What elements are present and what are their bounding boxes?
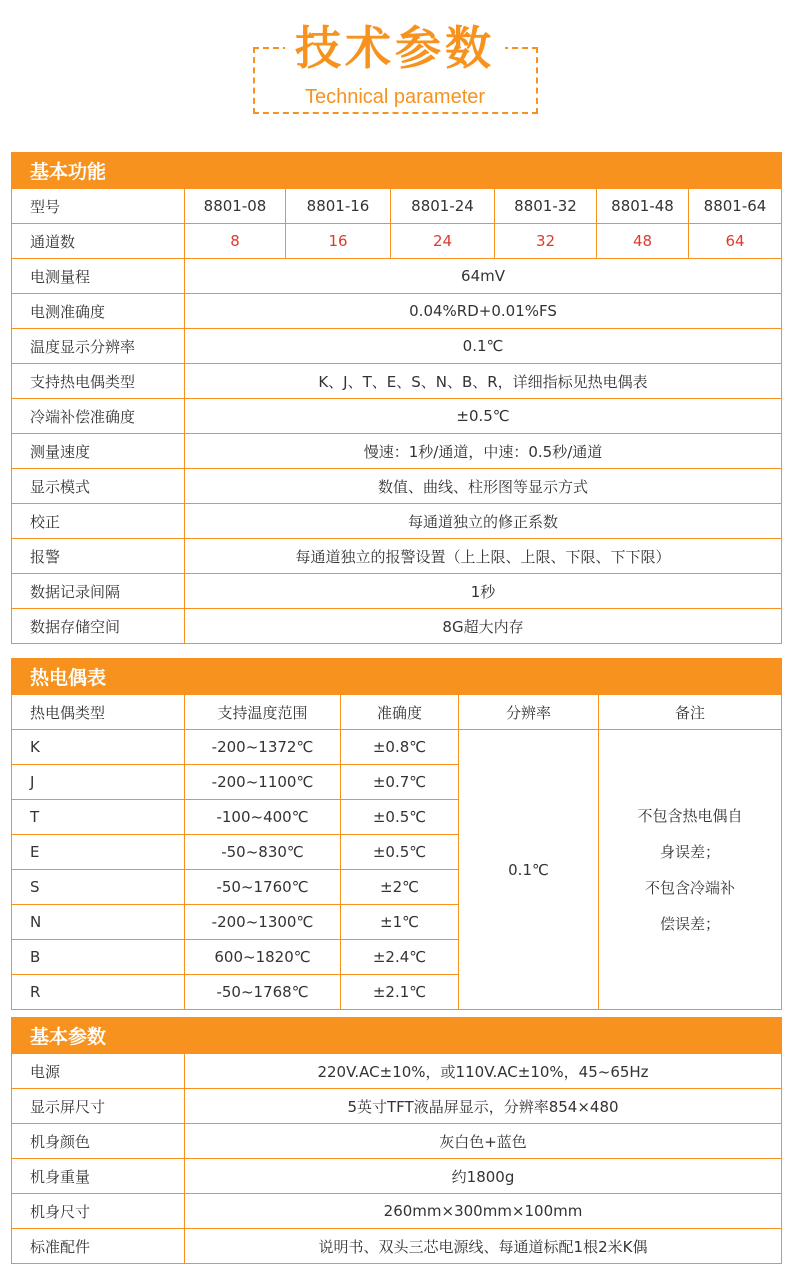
remark-line: 偿误差； [660,914,721,933]
spec-label: 电测量程 [12,259,185,294]
resolution-cell: 0.1℃ [459,730,599,1010]
spec-value: 0.04%RD+0.01%FS [185,294,782,329]
model-cell: 8801-16 [286,189,391,224]
temperature-range: -200~1372℃ [185,730,341,765]
thermocouple-table [11,658,782,1010]
spec-label: 校正 [12,504,185,539]
spec-value: 64mV [185,259,782,294]
accuracy: ±0.5℃ [341,835,459,870]
model-label: 型号 [12,189,185,224]
spec-value: 8G超大内存 [185,609,782,644]
spec-label: 温度显示分辨率 [12,329,185,364]
spec-row [12,434,782,469]
spec-row [12,1089,782,1124]
spec-label: 机身尺寸 [12,1194,185,1229]
section-title: 基本功能 [12,153,782,189]
spec-row [12,1124,782,1159]
spec-label: 数据记录间隔 [12,574,185,609]
column-header: 备注 [599,695,782,730]
spec-value: 灰白色+蓝色 [185,1124,782,1159]
spec-value: 慢速：1秒/通道，中速：0.5秒/通道 [185,434,782,469]
page-header [0,0,790,150]
spec-row [12,469,782,504]
temperature-range: -100~400℃ [185,800,341,835]
channel-row [12,224,782,259]
temperature-range: -200~1300℃ [185,905,341,940]
spec-label: 显示屏尺寸 [12,1089,185,1124]
thermocouple-type: R [12,975,185,1010]
spec-row [12,609,782,644]
spec-value: 说明书、双头三芯电源线、每通道标配1根2米K偶 [185,1229,782,1264]
spec-value: 数值、曲线、柱形图等显示方式 [185,469,782,504]
column-header: 准确度 [341,695,459,730]
thermocouple-type: S [12,870,185,905]
accuracy: ±2℃ [341,870,459,905]
accuracy: ±0.8℃ [341,730,459,765]
column-header: 支持温度范围 [185,695,341,730]
temperature-range: -50~830℃ [185,835,341,870]
thermocouple-type: T [12,800,185,835]
spec-label: 电测准确度 [12,294,185,329]
spec-row [12,1159,782,1194]
table-header-row [12,695,782,730]
spec-value: K、J、T、E、S、N、B、R，详细指标见热电偶表 [185,364,782,399]
basic-parameters-table [11,1017,782,1264]
spec-label: 数据存储空间 [12,609,185,644]
accuracy: ±1℃ [341,905,459,940]
channel-cell: 8 [185,224,286,259]
spec-row [12,574,782,609]
model-cell: 8801-32 [495,189,597,224]
model-cell: 8801-64 [689,189,782,224]
spec-value: 每通道独立的修正系数 [185,504,782,539]
section-header-thermocouple [12,659,782,695]
page-title: 技术参数 [285,21,505,75]
section-header-basic-parameters [12,1018,782,1054]
temperature-range: -50~1768℃ [185,975,341,1010]
thermocouple-type: J [12,765,185,800]
spec-value: 220V.AC±10%，或110V.AC±10%，45~65Hz [185,1054,782,1089]
page-subtitle: Technical parameter [304,86,486,108]
thermocouple-type: E [12,835,185,870]
spec-row [12,1054,782,1089]
thermocouple-type: N [12,905,185,940]
spec-label: 报警 [12,539,185,574]
spec-row [12,259,782,294]
temperature-range: -200~1100℃ [185,765,341,800]
channel-cell: 64 [689,224,782,259]
model-cell: 8801-48 [597,189,689,224]
accuracy: ±0.7℃ [341,765,459,800]
spec-value: 0.1℃ [185,329,782,364]
model-row [12,189,782,224]
remarks-cell [599,730,782,1010]
temperature-range: 600~1820℃ [185,940,341,975]
remark-line: 不包含冷端补 [645,878,736,897]
remark-line: 身误差； [660,842,721,861]
column-header: 分辨率 [459,695,599,730]
thermocouple-type: K [12,730,185,765]
channel-cell: 32 [495,224,597,259]
spec-label: 测量速度 [12,434,185,469]
spec-row [12,399,782,434]
spec-value: 约1800g [185,1159,782,1194]
section-header-basic-functions [12,153,782,189]
column-header: 热电偶类型 [12,695,185,730]
temperature-range: -50~1760℃ [185,870,341,905]
basic-functions-table [11,152,782,644]
spec-row [12,364,782,399]
spec-row [12,294,782,329]
model-cell: 8801-08 [185,189,286,224]
section-title: 热电偶表 [12,659,782,695]
model-cell: 8801-24 [391,189,495,224]
spec-value: 每通道独立的报警设置（上上限、上限、下限、下下限） [185,539,782,574]
spec-label: 电源 [12,1054,185,1089]
accuracy: ±0.5℃ [341,800,459,835]
spec-label: 机身重量 [12,1159,185,1194]
accuracy: ±2.4℃ [341,940,459,975]
thermocouple-type: B [12,940,185,975]
spec-label: 显示模式 [12,469,185,504]
channel-cell: 48 [597,224,689,259]
spec-row [12,1229,782,1264]
spec-label: 机身颜色 [12,1124,185,1159]
spec-row [12,329,782,364]
spec-label: 标准配件 [12,1229,185,1264]
section-title: 基本参数 [12,1018,782,1054]
spec-label: 冷端补偿准确度 [12,399,185,434]
remark-line: 不包含热电偶自 [637,806,743,825]
table-row [12,730,782,765]
channel-cell: 24 [391,224,495,259]
spec-row [12,504,782,539]
spec-row [12,1194,782,1229]
spec-label: 支持热电偶类型 [12,364,185,399]
channel-label: 通道数 [12,224,185,259]
accuracy: ±2.1℃ [341,975,459,1010]
spec-value: ±0.5℃ [185,399,782,434]
spec-value: 1秒 [185,574,782,609]
spec-row [12,539,782,574]
spec-value: 260mm×300mm×100mm [185,1194,782,1229]
spec-value: 5英寸TFT液晶屏显示，分辨率854×480 [185,1089,782,1124]
channel-cell: 16 [286,224,391,259]
